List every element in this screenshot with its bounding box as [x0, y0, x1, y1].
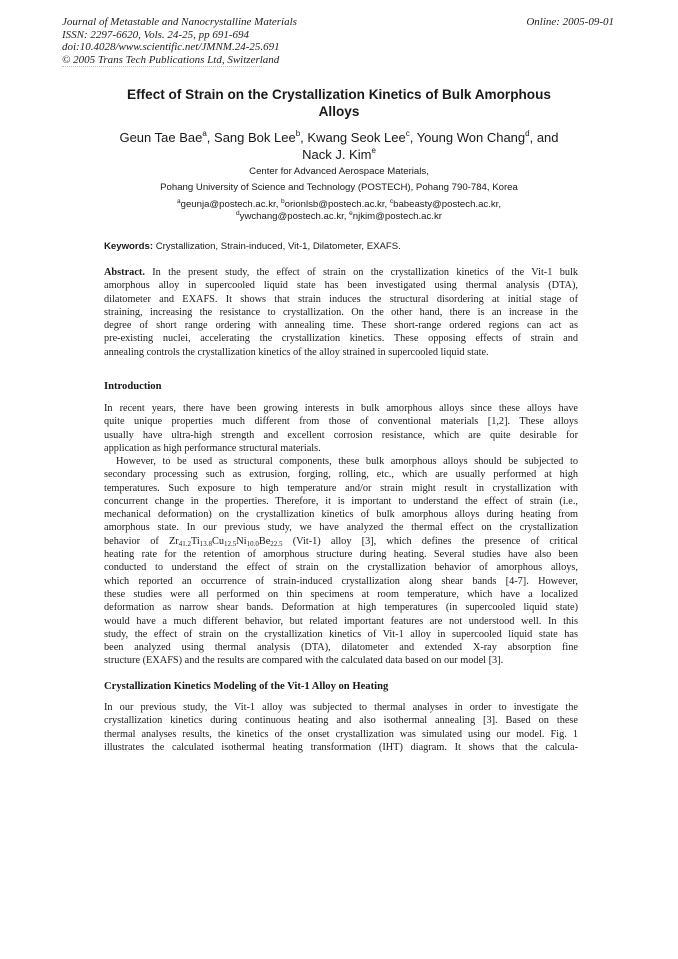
email-address[interactable]: ywchang@postech.ac.kr — [239, 211, 344, 222]
email-address[interactable]: orionlsb@postech.ac.kr — [284, 199, 385, 210]
author-sup: c — [405, 129, 410, 138]
author-sup: b — [295, 129, 301, 138]
author-name: Sang Bok Lee — [214, 130, 296, 145]
keywords-text: Crystallization, Strain-induced, Vit-1, Dilatometer, EXAFS. — [155, 241, 401, 252]
author-sup: e — [371, 145, 376, 155]
copyright-line: © 2005 Trans Tech Publications Ltd, Switzerland — [62, 53, 280, 66]
email-sup: c — [389, 198, 394, 205]
intro-line: quite unique properties much different from those of conventional materials [1,2]. These alloys — [104, 416, 578, 428]
intro-line: conducted to understand the effect of strain on the crystallization behavior of amorphous alloys, — [104, 562, 578, 574]
author-name: Nack J. Kim — [302, 146, 372, 162]
authors-line-2 — [88, 147, 590, 164]
intro-line: In recent years, there have been growing interests in bulk amorphous alloys since these alloys have — [104, 403, 578, 414]
section-2-line: crystallization kinetics during continuous heating and also isothermal annealing [3]. Based on these — [104, 715, 578, 727]
section-2-line: In our previous study, the Vit-1 alloy was subjected to thermal analyses in order to investigate the — [104, 702, 578, 713]
intro-line: mechanical deformation) on the crystallization kinetics of bulk amorphous alloys during heating from — [104, 509, 578, 521]
section-2-line: thermal analyses results, the kinetics of the onset crystallization was simulated using our model. Fig. 1 — [104, 728, 578, 740]
email-sup: a — [176, 198, 181, 205]
keywords-label: Keywords: — [104, 241, 154, 252]
affiliation-center: Center for Advanced Aerospace Materials, — [249, 166, 429, 177]
issn-line: ISSN: 2297-6620, Vols. 24-25, pp 691-694 — [62, 28, 249, 41]
author-sep: , — [529, 130, 537, 145]
email-address[interactable]: geunja@postech.ac.kr — [180, 199, 276, 210]
abstract — [104, 266, 578, 359]
section-2-heading: Crystallization Kinetics Modeling of the Vit-1 Alloy on Heating — [104, 681, 389, 692]
journal-name: Journal of Metastable and Nanocrystalline Materials — [62, 16, 297, 28]
intro-line: concurrent change in the properties. Therefore, it is important to understand the effect of strain (i.e., — [104, 495, 578, 507]
abstract-line: Abstract. In the present study, the effect of strain on the crystallization kinetics of the Vit-1 bulk — [104, 267, 579, 278]
intro-line: usually have ultra-high strength and excellent corrosion resistance, which are quite desirable for — [104, 429, 578, 441]
abstract-line: degree of short range ordering with annealing time. These short-range ordered regions can act as — [104, 320, 578, 332]
intro-line: temperatures. Such exposure to high temperature and/or strain might result in crystallization with — [104, 482, 578, 494]
introduction-heading: Introduction — [104, 381, 162, 392]
affiliation-university: Pohang University of Science and Technology (POSTECH), Pohang 790-784, Korea — [160, 182, 518, 193]
abstract-label: Abstract. — [104, 267, 145, 278]
author-name: Geun Tae Bae — [119, 130, 203, 145]
intro-line: However, to be used as structural components, these bulk amorphous alloys should be subjected to — [116, 456, 578, 467]
intro-line: deformation as narrow shear bands. Deformation at high temperatures (in supercooled liquid state) — [104, 602, 578, 614]
title-line-2: Alloys — [318, 104, 360, 119]
author-list — [88, 130, 590, 163]
intro-line: been analyzed using thermal analysis (DTA), dilatometer and extended X-ray absorption fine — [104, 642, 578, 654]
introduction-para-2 — [104, 455, 578, 668]
author-and: and — [536, 130, 559, 145]
section-2-line: illustrates the calculated isothermal heating transformation (IHT) diagram. It shows that the calcula- — [104, 741, 578, 753]
intro-line: secondary processing such as extrusion, forging, rolling, etc., which are usually performed at high — [104, 469, 578, 481]
doi-line: doi:10.4028/www.scientific.net/JMNM.24-25.691 — [62, 41, 280, 53]
email-address[interactable]: njkim@postech.ac.kr — [352, 211, 442, 222]
intro-line: heating rate for the retention of amorphous structure during heating. Several studies have also been — [104, 549, 578, 561]
section-2-para — [104, 701, 578, 754]
header-rule — [62, 66, 262, 72]
intro-line: would have a much different behavior, but related important features are not understood well. In this — [104, 615, 578, 627]
emails-line-2: $^d$ywchang@postech.ac.kr, $^e$njkim@postech.ac.kr — [236, 210, 442, 222]
abstract-line: amorphous alloy in supercooled liquid state has been investigated using thermal analysis (DTA), — [104, 280, 578, 292]
author-name: Young Won Chang — [416, 130, 526, 145]
intro-line: these studies were all performed on thin specimens at room temperature, which have a localized — [104, 588, 578, 600]
intro-line: study, the effect of strain on the crystallization kinetics of Vit-1 alloy in supercooled liquid state has — [104, 628, 578, 640]
intro-line: application as high performance structural materials. — [104, 442, 321, 454]
emails-line-1: $^a$geunja@postech.ac.kr, $^b$orionlsb@postech.ac.kr, $^c$babeasty@postech.ac.kr, — [176, 198, 501, 210]
intro-line: which reported an occurrence of strain-induced crystallization along shear bands [4-7]. However, — [104, 575, 578, 587]
keywords — [104, 241, 401, 252]
paper-title — [80, 86, 598, 120]
journal-header — [62, 16, 297, 66]
intro-line: structure (EXAFS) and the results are compared with the calculated data based on our model [3]. — [104, 655, 504, 667]
formula-line: behavior of $Zr_{41.2}Ti_{13.8}Cu_{12.5}Ni_{10.0}Be_{22.5}$ (Vit-1) alloy [3], which defines the presence of critical — [104, 535, 579, 548]
email-sup: d — [236, 210, 240, 217]
authors-line-1 — [88, 130, 590, 147]
email-sup: b — [281, 198, 285, 205]
email-sup: e — [349, 210, 353, 217]
abstract-line: annealing controls the crystallization kinetics of the alloy strained in supercooled liquid state. — [104, 346, 489, 358]
author-sep: , — [300, 130, 308, 145]
author-sup: a — [202, 129, 207, 138]
email-address[interactable]: babeasty@postech.ac.kr — [393, 199, 499, 210]
author-sep: , — [409, 130, 417, 145]
author-name: Kwang Seok Lee — [307, 130, 406, 145]
title-line-1: Effect of Strain on the Crystallization Kinetics of Bulk Amorphous — [127, 87, 551, 102]
abstract-line: pre-existing nuclei, accelerating the crystallization kinetics. These opposing effects of strain and — [104, 333, 578, 345]
abstract-line: dilatometer and EXAFS. It shows that strain induces the structural disordering at initial stage of — [104, 293, 578, 305]
author-sup: d — [525, 129, 530, 138]
abstract-line: straining, increasing the resistance to crystallization. On the other hand, there is an increase in the — [104, 306, 578, 318]
intro-line: amorphous state. In our previous study, we have analyzed the thermal effect on the crystallization — [104, 522, 578, 534]
online-date: Online: 2005-09-01 — [526, 16, 614, 28]
author-sep: , — [206, 130, 215, 145]
introduction-para-1 — [104, 402, 578, 455]
